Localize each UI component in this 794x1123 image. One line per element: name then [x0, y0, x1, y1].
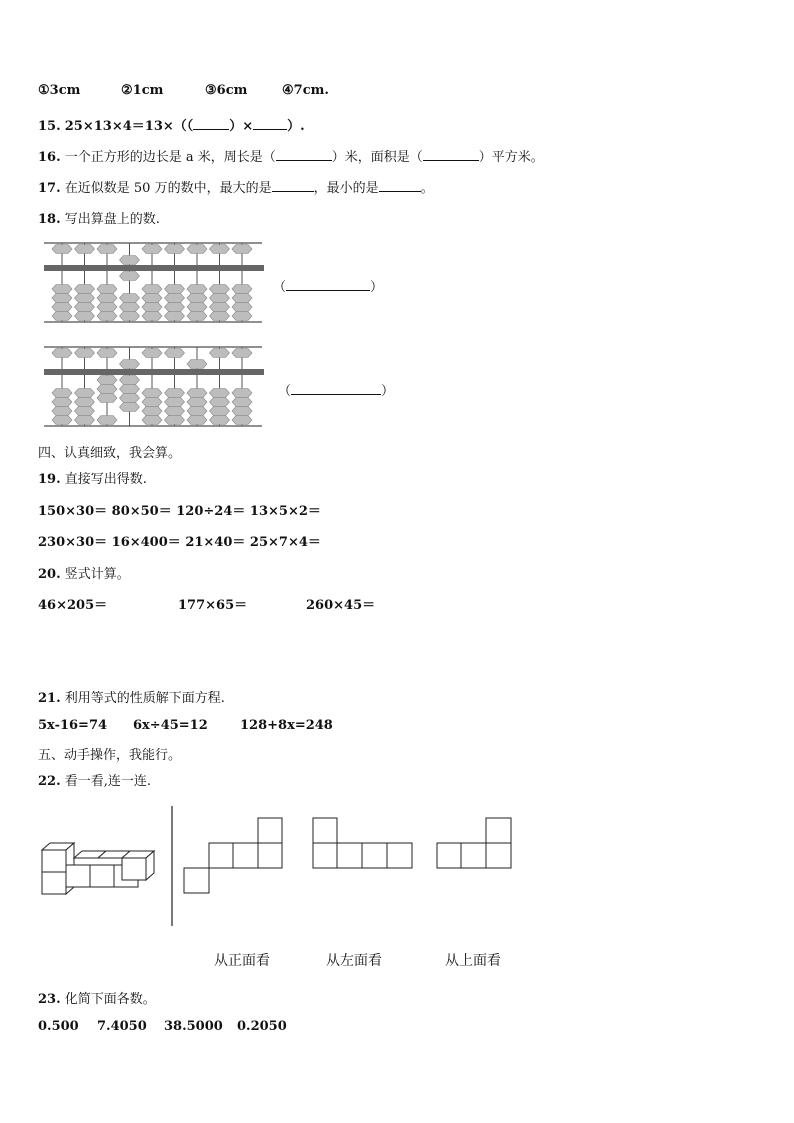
abacus-bead — [187, 407, 207, 416]
question-21 — [38, 687, 225, 706]
abacus-bead — [232, 245, 252, 254]
question-15 — [38, 115, 305, 134]
question-number: 15. — [38, 119, 61, 134]
abacus-bead — [97, 245, 117, 254]
abacus-bead — [120, 294, 140, 303]
question-number: 17. — [38, 181, 61, 196]
abacus-bead — [120, 312, 140, 321]
question-number: 23. — [38, 992, 61, 1007]
abacus-bead — [210, 294, 230, 303]
abacus-bead — [187, 360, 207, 369]
q14-option-3: ③6cm — [205, 83, 248, 98]
answer-blank[interactable] — [423, 148, 479, 161]
abacus-bead — [52, 245, 72, 254]
question-20 — [38, 563, 130, 582]
abacus-bead — [165, 285, 185, 294]
abacus-bead — [120, 360, 140, 369]
abacus-bead — [232, 285, 252, 294]
abacus-bead — [52, 398, 72, 407]
cube-solid-figure — [38, 840, 158, 900]
question-number: 18. — [38, 212, 61, 227]
abacus-bead — [75, 389, 95, 398]
abacus-bead — [75, 303, 95, 312]
abacus-bead — [187, 398, 207, 407]
q21-item-3: 128+8x=248 — [240, 718, 333, 733]
abacus-bead — [165, 349, 185, 358]
abacus-bead — [120, 394, 140, 403]
question-number: 22. — [38, 774, 61, 789]
q19-row-2 — [38, 531, 321, 550]
view-shape-a — [183, 818, 285, 896]
abacus-answer-2: （ ） — [278, 384, 395, 399]
abacus-figure-2 — [40, 344, 265, 429]
abacus-figure-1 — [40, 240, 265, 325]
abacus-bead — [187, 285, 207, 294]
abacus-bead — [210, 389, 230, 398]
abacus-bead — [142, 294, 162, 303]
abacus-bead — [210, 285, 230, 294]
calc-item: 120÷24＝ — [176, 504, 246, 519]
abacus-bead — [120, 385, 140, 394]
abacus-bead — [52, 407, 72, 416]
abacus-bead — [187, 312, 207, 321]
answer-blank[interactable] — [286, 278, 370, 291]
abacus-bead — [165, 416, 185, 425]
answer-blank[interactable] — [379, 179, 421, 192]
abacus-bead — [165, 389, 185, 398]
abacus-bead — [120, 403, 140, 412]
abacus-bead — [75, 349, 95, 358]
abacus-bead — [97, 416, 117, 425]
abacus-bead — [97, 303, 117, 312]
abacus-bead — [165, 294, 185, 303]
q15-pre: 25×13×4＝13×（（ — [64, 119, 194, 134]
view-shape-c — [436, 818, 516, 872]
q17-pre: 在近似数是 50 万的数中，最大的是 — [64, 181, 272, 196]
abacus-bead — [187, 389, 207, 398]
q23-item-1: 0.500 — [38, 1019, 79, 1034]
answer-blank[interactable] — [193, 117, 229, 130]
answer-blank[interactable] — [291, 382, 381, 395]
abacus-bead — [75, 407, 95, 416]
q19-text: 直接写出得数. — [64, 472, 147, 487]
abacus-bead — [232, 303, 252, 312]
answer-blank[interactable] — [272, 179, 314, 192]
q20-item-1: 46×205＝ — [38, 598, 108, 613]
abacus-bead — [165, 303, 185, 312]
abacus-bead — [142, 245, 162, 254]
abacus-bead — [165, 245, 185, 254]
abacus-bead — [97, 312, 117, 321]
question-number: 21. — [38, 691, 61, 706]
abacus-bead — [142, 407, 162, 416]
abacus-bead — [120, 376, 140, 385]
question-19 — [38, 468, 147, 487]
abacus-bead — [232, 294, 252, 303]
abacus-bead — [187, 303, 207, 312]
q21-text: 利用等式的性质解下面方程. — [64, 691, 225, 706]
abacus-bead — [75, 416, 95, 425]
abacus-bead — [52, 294, 72, 303]
abacus-bead — [97, 394, 117, 403]
abacus-answer-1: （ ） — [273, 280, 384, 295]
abacus-bead — [187, 416, 207, 425]
question-number: 16. — [38, 150, 61, 165]
abacus-bead — [210, 416, 230, 425]
abacus-bead — [232, 349, 252, 358]
calc-item: 25×7×4＝ — [249, 535, 321, 550]
abacus-bead — [210, 407, 230, 416]
question-16 — [38, 146, 544, 165]
calc-item: 13×5×2＝ — [249, 504, 321, 519]
abacus-bead — [210, 245, 230, 254]
abacus-bead — [75, 285, 95, 294]
abacus-bead — [142, 416, 162, 425]
view-shape-b — [312, 818, 416, 872]
q14-option-2: ②1cm — [121, 83, 164, 98]
q15-post: ）. — [287, 119, 305, 134]
abacus-bead — [142, 398, 162, 407]
calc-item: 80×50＝ — [111, 504, 172, 519]
abacus-bead — [52, 303, 72, 312]
question-22 — [38, 770, 151, 789]
calc-item: 150×30＝ — [38, 504, 108, 519]
abacus-bead — [165, 312, 185, 321]
abacus-bead — [52, 285, 72, 294]
abacus-bead — [52, 389, 72, 398]
question-number: 19. — [38, 472, 61, 487]
abacus-bead — [142, 389, 162, 398]
abacus-bead — [142, 285, 162, 294]
abacus-bead — [97, 376, 117, 385]
q17-post: 。 — [420, 181, 434, 196]
calc-item: 16×400＝ — [111, 535, 181, 550]
section-heading-4: 四、认真细致，我会算。 — [38, 446, 182, 461]
abacus-bead — [120, 272, 140, 281]
abacus-bead — [97, 385, 117, 394]
abacus-bead — [232, 389, 252, 398]
calc-item: 230×30＝ — [38, 535, 108, 550]
abacus-bead — [232, 407, 252, 416]
abacus-bead — [52, 349, 72, 358]
question-number: 20. — [38, 567, 61, 582]
abacus-bead — [75, 312, 95, 321]
abacus-bead — [75, 294, 95, 303]
abacus-bead — [142, 349, 162, 358]
abacus-bead — [75, 245, 95, 254]
abacus-bead — [187, 245, 207, 254]
abacus-bead — [165, 407, 185, 416]
q16-post: ）平方米。 — [478, 150, 544, 165]
answer-blank[interactable] — [276, 148, 332, 161]
q21-item-2: 6x÷45=12 — [133, 718, 208, 733]
q16-pre: 一个正方形的边长是 a 米，周长是（ — [64, 150, 276, 165]
abacus-bead — [75, 398, 95, 407]
abacus-bead — [120, 303, 140, 312]
abacus-beam — [44, 265, 264, 271]
view-label-left: 从左面看 — [326, 953, 382, 969]
q14-option-4: ④7cm. — [282, 83, 329, 98]
abacus-bead — [232, 416, 252, 425]
question-23 — [38, 988, 156, 1007]
calc-item: 21×40＝ — [185, 535, 246, 550]
abacus-bead — [52, 312, 72, 321]
abacus-bead — [120, 256, 140, 265]
q20-item-2: 177×65＝ — [178, 598, 248, 613]
abacus-bead — [165, 398, 185, 407]
q23-item-2: 7.4050 — [97, 1019, 147, 1034]
abacus-bead — [97, 294, 117, 303]
abacus-bead — [97, 349, 117, 358]
q19-row-1 — [38, 500, 321, 519]
abacus-bead — [97, 285, 117, 294]
abacus-bead — [187, 294, 207, 303]
abacus-bead — [210, 312, 230, 321]
q16-mid: ）米，面积是（ — [331, 150, 423, 165]
q14-option-1: ①3cm — [38, 83, 81, 98]
abacus-bead — [232, 398, 252, 407]
view-label-front: 从正面看 — [214, 953, 270, 969]
q20-text: 竖式计算。 — [64, 567, 130, 582]
abacus-bead — [210, 398, 230, 407]
question-18 — [38, 208, 160, 227]
abacus-bead — [210, 303, 230, 312]
abacus-beam — [44, 369, 264, 375]
q22-text: 看一看,连一连. — [64, 774, 152, 789]
q23-text: 化简下面各数。 — [64, 992, 156, 1007]
q18-text: 写出算盘上的数. — [64, 212, 160, 227]
q21-item-1: 5x-16=74 — [38, 718, 108, 733]
question-17 — [38, 177, 434, 196]
q23-item-3: 38.5000 — [164, 1019, 223, 1034]
abacus-bead — [210, 349, 230, 358]
abacus-bead — [142, 303, 162, 312]
vertical-divider — [171, 806, 175, 926]
answer-blank[interactable] — [253, 117, 287, 130]
section-heading-5: 五、动手操作，我能行。 — [38, 748, 182, 763]
view-label-top: 从上面看 — [445, 953, 501, 969]
q15-mid: ）× — [229, 119, 254, 134]
q23-item-4: 0.2050 — [237, 1019, 287, 1034]
q17-mid: ，最小的是 — [313, 181, 379, 196]
abacus-bead — [142, 312, 162, 321]
abacus-bead — [52, 416, 72, 425]
q20-item-3: 260×45＝ — [306, 598, 376, 613]
abacus-bead — [232, 312, 252, 321]
